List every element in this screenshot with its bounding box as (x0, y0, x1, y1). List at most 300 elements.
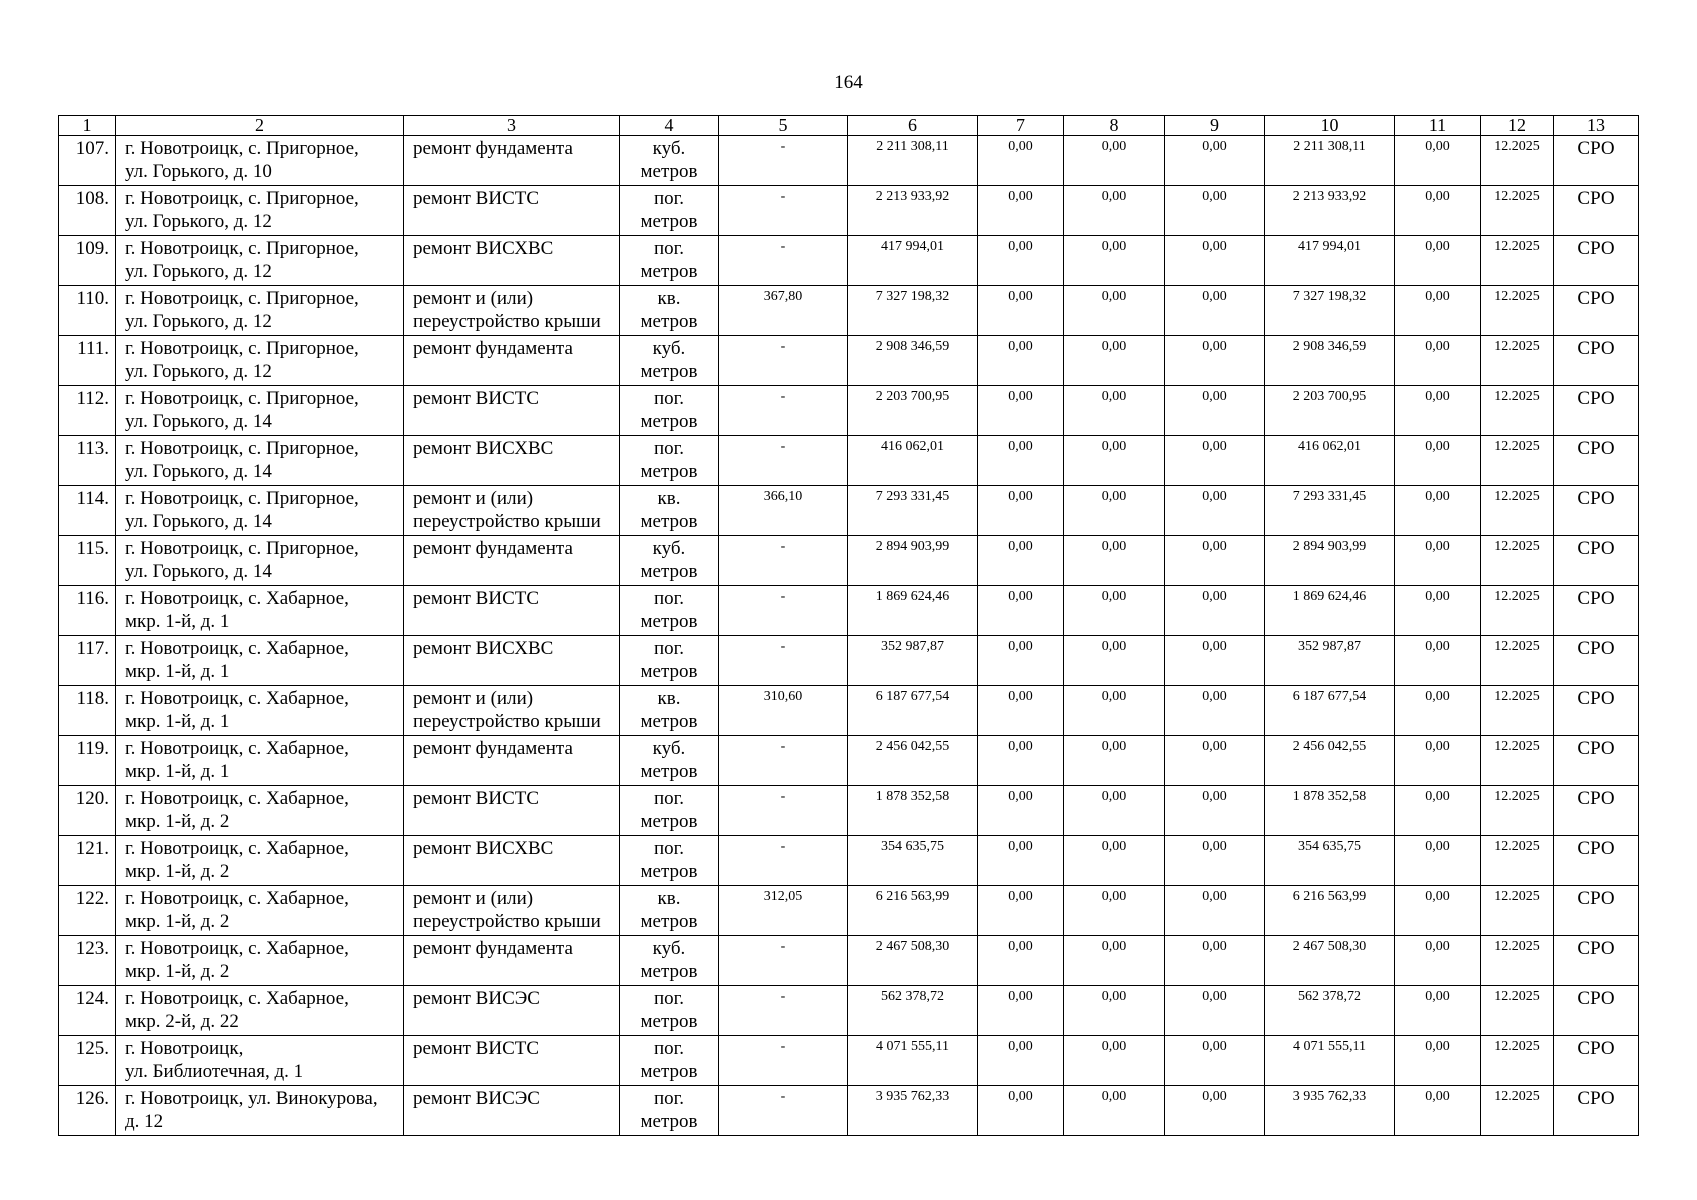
work-type-cell-line: ремонт фундамента (413, 938, 573, 959)
deadline-cell: 12.2025 (1481, 536, 1554, 586)
fund-cell-8: 0,00 (1064, 186, 1165, 236)
address-cell (116, 1086, 404, 1136)
fund-cell-10: 6 216 563,99 (1265, 886, 1395, 936)
deadline-cell: 12.2025 (1481, 636, 1554, 686)
quantity-cell: - (719, 586, 848, 636)
method-cell: СРО (1554, 1086, 1639, 1136)
address-cell-line: мкр. 2-й, д. 22 (125, 1011, 239, 1032)
work-type-cell (404, 586, 620, 636)
fund-cell-8: 0,00 (1064, 986, 1165, 1036)
fund-cell-11: 0,00 (1395, 1086, 1481, 1136)
unit-cell-line: куб. (652, 538, 686, 559)
unit-cell (620, 136, 719, 186)
unit-cell (620, 536, 719, 586)
unit-cell-line: пог. (653, 388, 685, 409)
fund-cell-10: 2 213 933,92 (1265, 186, 1395, 236)
fund-cell-9: 0,00 (1165, 486, 1265, 536)
deadline-cell: 12.2025 (1481, 386, 1554, 436)
work-type-cell-line: ремонт ВИСЭС (413, 988, 540, 1009)
address-cell-line: г. Новотроицк, с. Пригорное, (125, 488, 359, 509)
fund-cell-10: 2 894 903,99 (1265, 536, 1395, 586)
unit-cell-line: куб. (652, 938, 686, 959)
table-row (59, 886, 1639, 936)
address-cell (116, 236, 404, 286)
unit-cell-line: пог. (653, 588, 685, 609)
column-header-1: 1 (59, 116, 116, 136)
total-cost-cell: 354 635,75 (848, 836, 978, 886)
deadline-cell: 12.2025 (1481, 1086, 1554, 1136)
fund-cell-8: 0,00 (1064, 486, 1165, 536)
unit-cell-line: пог. (653, 788, 685, 809)
fund-cell-11: 0,00 (1395, 336, 1481, 386)
address-cell (116, 986, 404, 1036)
unit-cell (620, 836, 719, 886)
fund-cell-9: 0,00 (1165, 236, 1265, 286)
total-cost-cell: 562 378,72 (848, 986, 978, 1036)
fund-cell-7: 0,00 (978, 736, 1064, 786)
work-type-cell (404, 636, 620, 686)
unit-cell-line: метров (640, 461, 698, 482)
address-cell (116, 136, 404, 186)
fund-cell-8: 0,00 (1064, 536, 1165, 586)
fund-cell-9: 0,00 (1165, 636, 1265, 686)
quantity-cell: - (719, 836, 848, 886)
address-cell-line: ул. Горького, д. 14 (125, 461, 272, 482)
total-cost-cell: 2 203 700,95 (848, 386, 978, 436)
work-type-cell (404, 736, 620, 786)
fund-cell-8: 0,00 (1064, 836, 1165, 886)
fund-cell-8: 0,00 (1064, 886, 1165, 936)
total-cost-cell: 2 894 903,99 (848, 536, 978, 586)
fund-cell-8: 0,00 (1064, 586, 1165, 636)
row-number: 126. (59, 1086, 116, 1136)
table-row (59, 986, 1639, 1036)
fund-cell-10: 416 062,01 (1265, 436, 1395, 486)
table-body (59, 136, 1639, 1136)
column-header-5: 5 (719, 116, 848, 136)
fund-cell-10: 3 935 762,33 (1265, 1086, 1395, 1136)
unit-cell-line: метров (640, 261, 698, 282)
work-type-cell (404, 536, 620, 586)
address-cell-line: мкр. 1-й, д. 1 (125, 711, 230, 732)
work-type-cell-line: переустройство крыши (413, 711, 601, 732)
total-cost-cell: 4 071 555,11 (848, 1036, 978, 1086)
total-cost-cell: 2 211 308,11 (848, 136, 978, 186)
address-cell-line: ул. Горького, д. 12 (125, 361, 272, 382)
total-cost-cell: 3 935 762,33 (848, 1086, 978, 1136)
unit-cell-line: куб. (652, 738, 686, 759)
fund-cell-11: 0,00 (1395, 586, 1481, 636)
deadline-cell: 12.2025 (1481, 736, 1554, 786)
work-type-cell-line: ремонт и (или) (413, 888, 534, 909)
fund-cell-11: 0,00 (1395, 736, 1481, 786)
deadline-cell: 12.2025 (1481, 836, 1554, 886)
deadline-cell: 12.2025 (1481, 286, 1554, 336)
address-cell-line: ул. Горького, д. 12 (125, 211, 272, 232)
table-row (59, 936, 1639, 986)
quantity-cell: - (719, 236, 848, 286)
address-cell-line: г. Новотроицк, (125, 1038, 244, 1059)
work-type-cell-line: ремонт фундамента (413, 738, 573, 759)
work-type-cell (404, 286, 620, 336)
address-cell-line: г. Новотроицк, с. Пригорное, (125, 438, 359, 459)
method-cell: СРО (1554, 136, 1639, 186)
quantity-cell: - (719, 986, 848, 1036)
unit-cell-line: метров (640, 811, 698, 832)
unit-cell (620, 236, 719, 286)
row-number: 124. (59, 986, 116, 1036)
fund-cell-11: 0,00 (1395, 536, 1481, 586)
address-cell-line: мкр. 1-й, д. 2 (125, 861, 230, 882)
fund-cell-11: 0,00 (1395, 986, 1481, 1036)
fund-cell-8: 0,00 (1064, 436, 1165, 486)
row-number: 110. (59, 286, 116, 336)
address-cell-line: мкр. 1-й, д. 1 (125, 611, 230, 632)
fund-cell-9: 0,00 (1165, 286, 1265, 336)
work-type-cell-line: ремонт фундамента (413, 138, 573, 159)
fund-cell-10: 417 994,01 (1265, 236, 1395, 286)
method-cell: СРО (1554, 836, 1639, 886)
work-type-cell (404, 136, 620, 186)
fund-cell-8: 0,00 (1064, 1036, 1165, 1086)
deadline-cell: 12.2025 (1481, 986, 1554, 1036)
fund-cell-10: 7 293 331,45 (1265, 486, 1395, 536)
fund-cell-8: 0,00 (1064, 936, 1165, 986)
address-cell (116, 736, 404, 786)
work-type-cell-line: ремонт ВИСЭС (413, 1088, 540, 1109)
deadline-cell: 12.2025 (1481, 486, 1554, 536)
column-header-12: 12 (1481, 116, 1554, 136)
method-cell: СРО (1554, 336, 1639, 386)
work-type-cell (404, 936, 620, 986)
unit-cell-line: пог. (653, 438, 685, 459)
method-cell: СРО (1554, 786, 1639, 836)
table-row (59, 1036, 1639, 1086)
quantity-cell: - (719, 636, 848, 686)
address-cell (116, 786, 404, 836)
fund-cell-10: 2 456 042,55 (1265, 736, 1395, 786)
address-cell-line: мкр. 1-й, д. 1 (125, 661, 230, 682)
unit-cell-line: пог. (653, 838, 685, 859)
total-cost-cell: 416 062,01 (848, 436, 978, 486)
table-row (59, 1086, 1639, 1136)
method-cell: СРО (1554, 286, 1639, 336)
address-cell (116, 286, 404, 336)
quantity-cell: - (719, 336, 848, 386)
fund-cell-9: 0,00 (1165, 936, 1265, 986)
column-header-2: 2 (116, 116, 404, 136)
address-cell-line: г. Новотроицк, с. Хабарное, (125, 638, 349, 659)
unit-cell-line: пог. (653, 1038, 685, 1059)
fund-cell-7: 0,00 (978, 936, 1064, 986)
fund-cell-11: 0,00 (1395, 436, 1481, 486)
address-cell (116, 486, 404, 536)
fund-cell-7: 0,00 (978, 536, 1064, 586)
unit-cell (620, 986, 719, 1036)
unit-cell (620, 336, 719, 386)
deadline-cell: 12.2025 (1481, 936, 1554, 986)
fund-cell-11: 0,00 (1395, 186, 1481, 236)
address-cell-line: ул. Горького, д. 14 (125, 561, 272, 582)
work-type-cell (404, 386, 620, 436)
unit-cell-line: метров (640, 1061, 698, 1082)
unit-cell (620, 186, 719, 236)
unit-cell (620, 786, 719, 836)
fund-cell-10: 2 908 346,59 (1265, 336, 1395, 386)
address-cell-line: мкр. 1-й, д. 2 (125, 811, 230, 832)
total-cost-cell: 1 878 352,58 (848, 786, 978, 836)
total-cost-cell: 7 293 331,45 (848, 486, 978, 536)
quantity-cell: - (719, 786, 848, 836)
fund-cell-7: 0,00 (978, 786, 1064, 836)
fund-cell-7: 0,00 (978, 336, 1064, 386)
address-cell (116, 686, 404, 736)
fund-cell-11: 0,00 (1395, 136, 1481, 186)
fund-cell-10: 1 869 624,46 (1265, 586, 1395, 636)
method-cell: СРО (1554, 486, 1639, 536)
work-type-cell (404, 336, 620, 386)
unit-cell-line: кв. (657, 688, 681, 709)
fund-cell-11: 0,00 (1395, 286, 1481, 336)
fund-cell-9: 0,00 (1165, 386, 1265, 436)
fund-cell-8: 0,00 (1064, 236, 1165, 286)
fund-cell-7: 0,00 (978, 186, 1064, 236)
address-cell-line: г. Новотроицк, с. Пригорное, (125, 188, 359, 209)
quantity-cell: 367,80 (719, 286, 848, 336)
fund-cell-10: 2 203 700,95 (1265, 386, 1395, 436)
unit-cell-line: метров (640, 761, 698, 782)
address-cell-line: г. Новотроицк, с. Хабарное, (125, 788, 349, 809)
address-cell-line: д. 12 (125, 1111, 164, 1132)
header-row (59, 116, 1639, 136)
fund-cell-11: 0,00 (1395, 236, 1481, 286)
method-cell: СРО (1554, 986, 1639, 1036)
table-row (59, 786, 1639, 836)
page-number: 164 (834, 72, 863, 93)
work-type-cell (404, 236, 620, 286)
work-type-cell (404, 686, 620, 736)
quantity-cell: - (719, 386, 848, 436)
unit-cell-line: метров (640, 311, 698, 332)
column-header-6: 6 (848, 116, 978, 136)
fund-cell-9: 0,00 (1165, 986, 1265, 1036)
total-cost-cell: 2 456 042,55 (848, 736, 978, 786)
capital-repair-table (58, 115, 1639, 1136)
unit-cell-line: метров (640, 361, 698, 382)
fund-cell-10: 2 467 508,30 (1265, 936, 1395, 986)
address-cell (116, 186, 404, 236)
method-cell: СРО (1554, 936, 1639, 986)
deadline-cell: 12.2025 (1481, 136, 1554, 186)
address-cell-line: мкр. 1-й, д. 2 (125, 911, 230, 932)
total-cost-cell: 7 327 198,32 (848, 286, 978, 336)
unit-cell-line: метров (640, 411, 698, 432)
table-row (59, 586, 1639, 636)
fund-cell-9: 0,00 (1165, 136, 1265, 186)
address-cell (116, 886, 404, 936)
unit-cell (620, 1086, 719, 1136)
fund-cell-10: 354 635,75 (1265, 836, 1395, 886)
fund-cell-7: 0,00 (978, 1036, 1064, 1086)
fund-cell-7: 0,00 (978, 1086, 1064, 1136)
work-type-cell-line: ремонт ВИСТС (413, 1038, 540, 1059)
unit-cell-line: метров (640, 961, 698, 982)
address-cell (116, 836, 404, 886)
work-type-cell-line: переустройство крыши (413, 911, 601, 932)
fund-cell-9: 0,00 (1165, 736, 1265, 786)
fund-cell-9: 0,00 (1165, 336, 1265, 386)
quantity-cell: - (719, 936, 848, 986)
fund-cell-11: 0,00 (1395, 936, 1481, 986)
unit-cell (620, 436, 719, 486)
deadline-cell: 12.2025 (1481, 336, 1554, 386)
fund-cell-9: 0,00 (1165, 786, 1265, 836)
fund-cell-11: 0,00 (1395, 686, 1481, 736)
work-type-cell (404, 986, 620, 1036)
table-row (59, 336, 1639, 386)
address-cell-line: ул. Горького, д. 12 (125, 261, 272, 282)
fund-cell-11: 0,00 (1395, 836, 1481, 886)
method-cell: СРО (1554, 886, 1639, 936)
work-type-cell-line: ремонт фундамента (413, 538, 573, 559)
quantity-cell: 310,60 (719, 686, 848, 736)
deadline-cell: 12.2025 (1481, 1036, 1554, 1086)
total-cost-cell: 352 987,87 (848, 636, 978, 686)
fund-cell-7: 0,00 (978, 386, 1064, 436)
row-number: 113. (59, 436, 116, 486)
method-cell: СРО (1554, 536, 1639, 586)
fund-cell-7: 0,00 (978, 286, 1064, 336)
work-type-cell (404, 436, 620, 486)
address-cell-line: г. Новотроицк, с. Пригорное, (125, 538, 359, 559)
fund-cell-9: 0,00 (1165, 886, 1265, 936)
total-cost-cell: 2 213 933,92 (848, 186, 978, 236)
fund-cell-9: 0,00 (1165, 186, 1265, 236)
row-number: 119. (59, 736, 116, 786)
unit-cell-line: метров (640, 911, 698, 932)
fund-cell-10: 1 878 352,58 (1265, 786, 1395, 836)
fund-cell-8: 0,00 (1064, 1086, 1165, 1136)
row-number: 109. (59, 236, 116, 286)
deadline-cell: 12.2025 (1481, 686, 1554, 736)
table-row (59, 386, 1639, 436)
table-row (59, 236, 1639, 286)
unit-cell-line: кв. (657, 488, 681, 509)
row-number: 112. (59, 386, 116, 436)
address-cell (116, 586, 404, 636)
work-type-cell-line: переустройство крыши (413, 311, 601, 332)
fund-cell-9: 0,00 (1165, 586, 1265, 636)
method-cell: СРО (1554, 386, 1639, 436)
address-cell-line: г. Новотроицк, с. Хабарное, (125, 888, 349, 909)
address-cell (116, 536, 404, 586)
method-cell: СРО (1554, 436, 1639, 486)
unit-cell (620, 386, 719, 436)
total-cost-cell: 6 216 563,99 (848, 886, 978, 936)
total-cost-cell: 2 467 508,30 (848, 936, 978, 986)
address-cell (116, 386, 404, 436)
unit-cell-line: кв. (657, 888, 681, 909)
unit-cell-line: куб. (652, 338, 686, 359)
row-number: 115. (59, 536, 116, 586)
table-row (59, 686, 1639, 736)
unit-cell (620, 936, 719, 986)
total-cost-cell: 417 994,01 (848, 236, 978, 286)
work-type-cell (404, 886, 620, 936)
deadline-cell: 12.2025 (1481, 436, 1554, 486)
work-type-cell-line: ремонт и (или) (413, 688, 534, 709)
deadline-cell: 12.2025 (1481, 186, 1554, 236)
row-number: 123. (59, 936, 116, 986)
quantity-cell: - (719, 186, 848, 236)
fund-cell-8: 0,00 (1064, 286, 1165, 336)
fund-cell-8: 0,00 (1064, 386, 1165, 436)
work-type-cell-line: ремонт и (или) (413, 488, 534, 509)
table-row (59, 136, 1639, 186)
work-type-cell (404, 786, 620, 836)
fund-cell-8: 0,00 (1064, 786, 1165, 836)
row-number: 114. (59, 486, 116, 536)
unit-cell-line: метров (640, 161, 698, 182)
column-header-13: 13 (1554, 116, 1639, 136)
address-cell-line: г. Новотроицк, с. Хабарное, (125, 938, 349, 959)
row-number: 107. (59, 136, 116, 186)
table-row (59, 486, 1639, 536)
fund-cell-9: 0,00 (1165, 436, 1265, 486)
unit-cell-line: пог. (653, 188, 685, 209)
fund-cell-7: 0,00 (978, 686, 1064, 736)
address-cell-line: г. Новотроицк, с. Пригорное, (125, 238, 359, 259)
table-row (59, 636, 1639, 686)
row-number: 117. (59, 636, 116, 686)
fund-cell-10: 562 378,72 (1265, 986, 1395, 1036)
address-cell-line: г. Новотроицк, с. Пригорное, (125, 388, 359, 409)
fund-cell-8: 0,00 (1064, 636, 1165, 686)
unit-cell-line: куб. (652, 138, 686, 159)
fund-cell-11: 0,00 (1395, 1036, 1481, 1086)
table-row (59, 186, 1639, 236)
method-cell: СРО (1554, 186, 1639, 236)
address-cell (116, 436, 404, 486)
address-cell-line: ул. Горького, д. 14 (125, 511, 272, 532)
unit-cell (620, 736, 719, 786)
column-header-7: 7 (978, 116, 1064, 136)
work-type-cell (404, 486, 620, 536)
quantity-cell: - (719, 736, 848, 786)
row-number: 116. (59, 586, 116, 636)
unit-cell (620, 486, 719, 536)
work-type-cell-line: переустройство крыши (413, 511, 601, 532)
deadline-cell: 12.2025 (1481, 786, 1554, 836)
fund-cell-7: 0,00 (978, 236, 1064, 286)
address-cell-line: г. Новотроицк, с. Пригорное, (125, 288, 359, 309)
fund-cell-8: 0,00 (1064, 736, 1165, 786)
address-cell (116, 1036, 404, 1086)
fund-cell-9: 0,00 (1165, 686, 1265, 736)
work-type-cell (404, 1086, 620, 1136)
address-cell-line: ул. Горького, д. 14 (125, 411, 272, 432)
work-type-cell-line: ремонт ВИСТС (413, 188, 540, 209)
unit-cell-line: пог. (653, 988, 685, 1009)
work-type-cell (404, 836, 620, 886)
fund-cell-7: 0,00 (978, 586, 1064, 636)
unit-cell-line: метров (640, 511, 698, 532)
method-cell: СРО (1554, 586, 1639, 636)
work-type-cell-line: ремонт и (или) (413, 288, 534, 309)
unit-cell (620, 586, 719, 636)
column-header-4: 4 (620, 116, 719, 136)
unit-cell (620, 1036, 719, 1086)
